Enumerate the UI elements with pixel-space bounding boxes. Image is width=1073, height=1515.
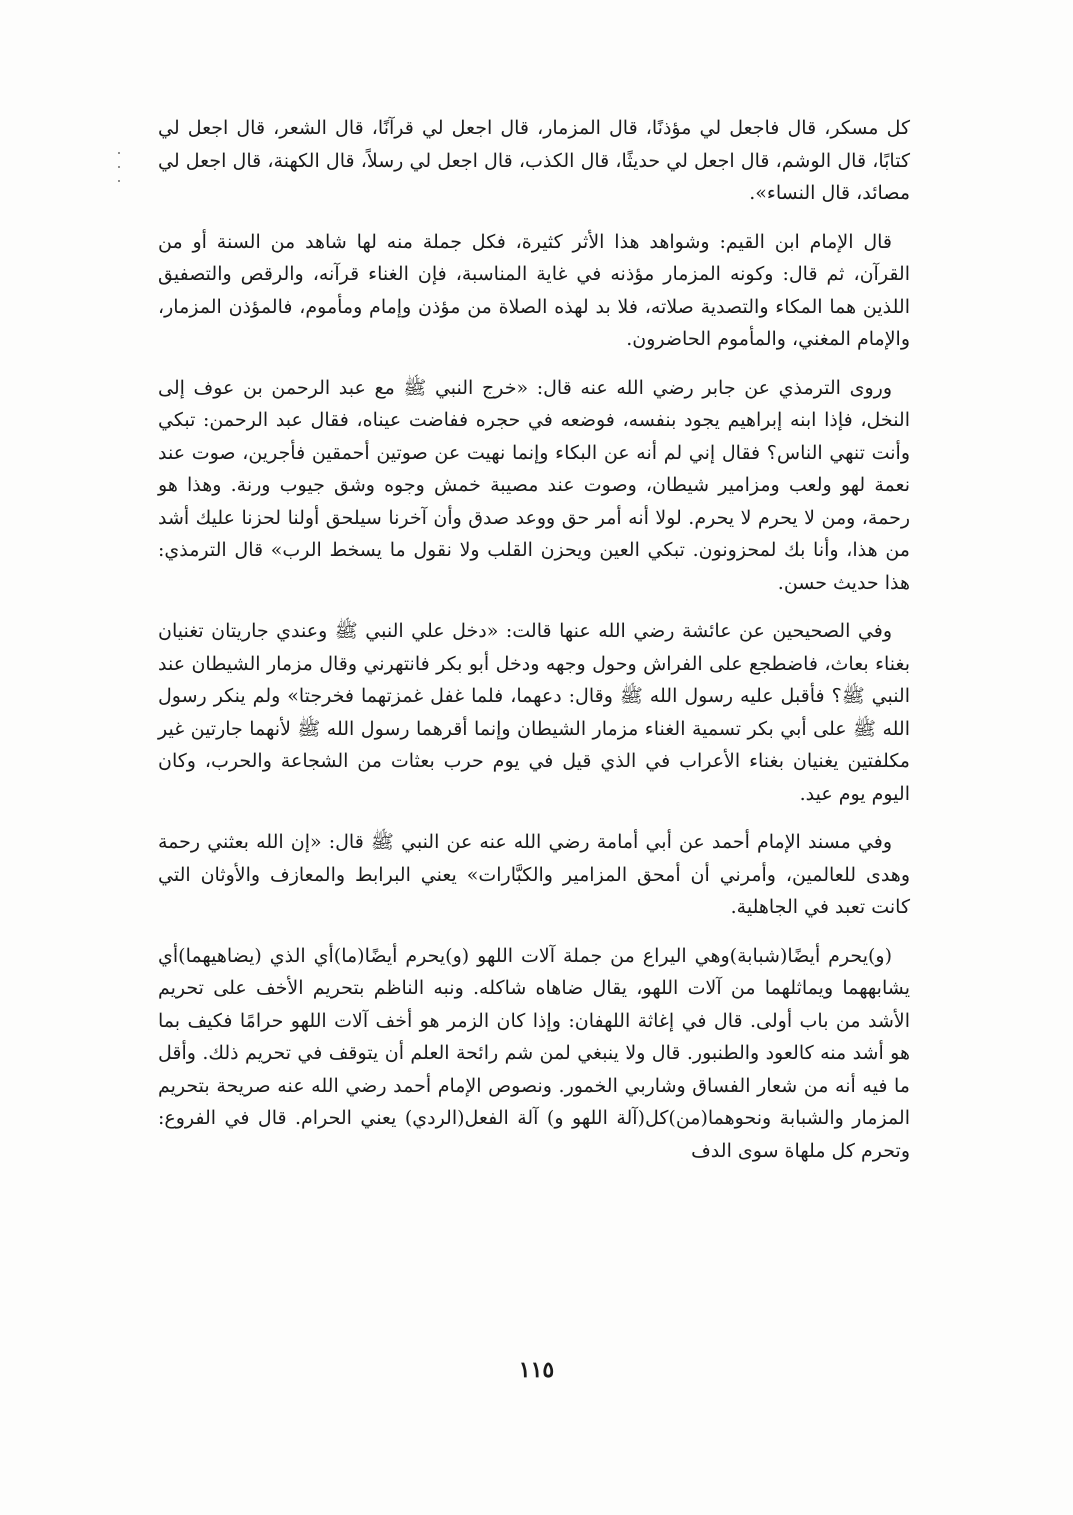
- page-number: ١١٥: [518, 1357, 555, 1383]
- paragraph-tirmidhi-narration: وروى الترمذي عن جابر رضي الله عنه قال: «خرج النبي ﷺ مع عبد الرحمن بن عوف إلى النخل، فإذا ابنه إبراهيم يجود بنفسه، فوضعه في حجره ففاضت عيناه، فقال عبد الرحمن: تبكي وأنت تنهي الناس؟ فقال إني لم أنه عن البكاء وإنما نهيت عن صوتين أحمقين فأجرين، صوت عند نعمة لهو ولعب ومزامير شيطان، وصوت عند مصيبة خمش وجوه وشق جيوب ورنة. وهذا هو رحمة، ومن لا يحرم لا يحرم. لولا أنه أمر حق ووعد صدق وأن آخرنا سيلحق أولنا لحزنا عليك أشد من هذا، وأنا بك لمحزونون. تبكي العين ويحزن القلب ولا نقول ما يسخط الرب» قال الترمذي: هذا حديث حسن.: [158, 376, 910, 594]
- paragraph-ibn-al-qayyim: قال الإمام ابن القيم: وشواهد هذا الأثر كثيرة، فكل جملة منه لها شاهد من السنة أو من القرآن، ثم قال: وكونه المزمار مؤذنه في غاية المناسبة، فإن الغناء قرآنه، والرقص والتصفيق اللذين هما المكاء والتصدية صلاته، فلا بد لهذه الصلاة من مؤذن وإمام ومأموم، فالمؤذن المزمار، والإمام المغني، والمأموم الحاضرون.: [158, 230, 910, 350]
- margin-mark: [118, 152, 120, 154]
- margin-mark: [118, 166, 120, 168]
- margin-mark: [118, 180, 120, 182]
- paragraph-musnad-ahmad: وفي مسند الإمام أحمد عن أبي أمامة رضي الله عنه عن النبي ﷺ قال: «إن الله بعثني رحمة وهدى للعالمين، وأمرني أن أمحق المزامير والكبَّارات» يعني البرابط والمعازف والأوثان التي كانت تعبد في الجاهلية.: [158, 831, 910, 918]
- paragraph-hadith-continuation: كل مسكر، قال فاجعل لي مؤذنًا، قال المزمار، قال اجعل لي قرآنًا، قال الشعر، قال اجعل لي كتابًا، قال الوشم، قال اجعل لي حديثًا، قال الكذب، قال اجعل لي رسلاً، قال الكهنة، قال اجعل لي مصائد، قال النساء».: [158, 117, 910, 204]
- paragraph-shabbaba-commentary: (و)يحرم أيضًا(شبابة)وهي اليراع من جملة آلات اللهو (و)يحرم أيضًا(ما)أي الذي (يضاهيهما)أي يشابههما ويماثلهما من آلات اللهو، يقال ضاهاه شاكله. ونبه الناظم بتحريم الأخف على تحريم الأشد من باب أولى. قال في إغاثة اللهفان: وإذا كان الزمر هو أخف آلات اللهو حرامًا فكيف بما هو أشد منه كالعود والطنبور. قال ولا ينبغي لمن شم رائحة العلم أن يتوقف في تحريم ذلك. وأقل ما فيه أنه من شعار الفساق وشاربي الخمور. ونصوص الإمام أحمد رضي الله عنه صريحة بتحريم المزمار والشبابة ونحوهما(من)كل(آلة اللهو و) آلة الفعل(الردي) يعني الحرام. قال في الفروع: وتحرم كل ملهاة سوى الدف: [158, 944, 910, 1162]
- body-text: [158, 112, 910, 1183]
- paragraph-sahihayn-narration: وفي الصحيحين عن عائشة رضي الله عنها قالت: «دخل علي النبي ﷺ وعندي جاريتان تغنيان بغناء بعاث، فاضطجع على الفراش وحول وجهه ودخل أبو بكر فانتهرني وقال مزمار الشيطان عند النبي ﷺ؟ فأقبل عليه رسول الله ﷺ وقال: دعهما، فلما غفل غمزتهما فخرجتا» ولم ينكر رسول الله ﷺ على أبي بكر تسمية الغناء مزمار الشيطان وإنما أقرهما رسول الله ﷺ لأنهما جارتين غير مكلفتين يغنيان بغناء الأعراب في الذي قيل في يوم حرب بعثات من الشجاعة والحرب، وكان اليوم يوم عيد.: [158, 620, 910, 805]
